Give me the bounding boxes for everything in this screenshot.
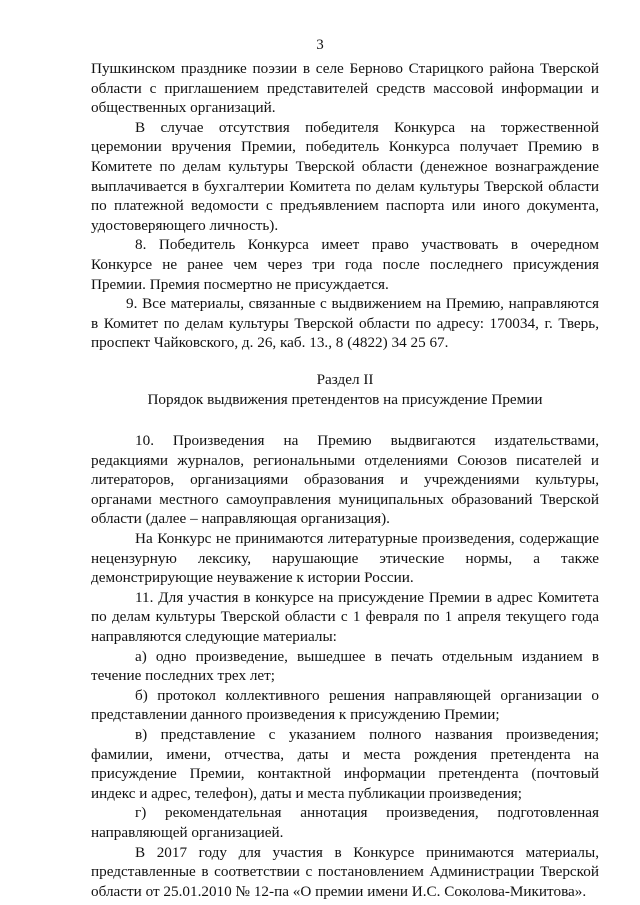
paragraph-2017: В 2017 году для участия в Конкурсе принимаются материалы, представленные в соответствии с постановлением Администрации Тверской области от 25.01.2010 № 12-па «О премии имени И.С. Соколова-Микитова». [91,843,599,900]
list-item-g: г) рекомендательная аннотация произведения, подготовленная направляющей организацией. [91,804,599,841]
page-number: 3 [316,37,324,53]
paragraph-restrictions: На Конкурс не принимаются литературные произведения, содержащие нецензурную лексику, нарушающие этические нормы, а также демонстрирующие неуважение к истории России. [91,530,599,587]
list-item-b: б) протокол коллективного решения направляющей организации о представлении данного произведения к присуждению Премии; [91,686,599,724]
paragraph-item-11: 11. Для участия в конкурсе на присуждение Премии в адрес Комитета по делам культуры Тверской области с 1 февраля по 1 апреля текущего года направляются следующие материалы: [91,588,599,646]
paragraph-item-10: 10. Произведения на Премию выдвигаются издательствами, редакциями журналов, региональными отделениями Союзов писателей и литераторов, организациями образования и учреждениями культуры, органами местного самоуправления муниципальных образований Тверской области (далее – направляющая организация). [91,432,599,528]
list-item-a: а) одно произведение, вышедшее в печать отдельным изданием в течение последних трех лет; [91,647,599,685]
body-top [91,59,599,901]
paragraph-item-8: 8. Победитель Конкурса имеет право участвовать в очередном Конкурсе не ранее чем через три года после последнего присуждения Премии. Премия посмертно не присуждается. [91,236,599,293]
paragraph-item-9: 9. Все материалы, связанные с выдвижением на Премию, направляются в Комитет по делам культуры Тверской области по адресу: 170034, г. Тверь, проспект Чайковского, д. 26, каб. 13., 8 (4822) 34 25 67. [91,295,599,352]
section-title: Раздел II [316,370,374,388]
paragraph-continuation: Пушкинском празднике поэзии в селе Берново Старицкого района Тверской области с приглашением представителей средств массовой информации и общественных организаций. [91,60,599,117]
section-subtitle: Порядок выдвижения претендентов на присуждение Премии [147,390,543,408]
paragraph-absent-winner: В случае отсутствия победителя Конкурса на торжественной церемонии вручения Премии, победитель Конкурса получает Премию в Комитете по делам культуры Тверской области (денежное вознаграждение выплачивается в бухгалтерии Комитета по делам культуры Тверской области по платежной ведомости с предъявлением паспорта или иного документа, удостоверяющего личность). [91,118,599,234]
list-item-v: в) представление с указанием полного названия произведения; фамилии, имени, отчества, даты и места рождения претендента на присуждение Премии, контактной информации претендента (почтовый индекс и адрес, телефон), даты и места публикации произведения; [91,726,599,802]
